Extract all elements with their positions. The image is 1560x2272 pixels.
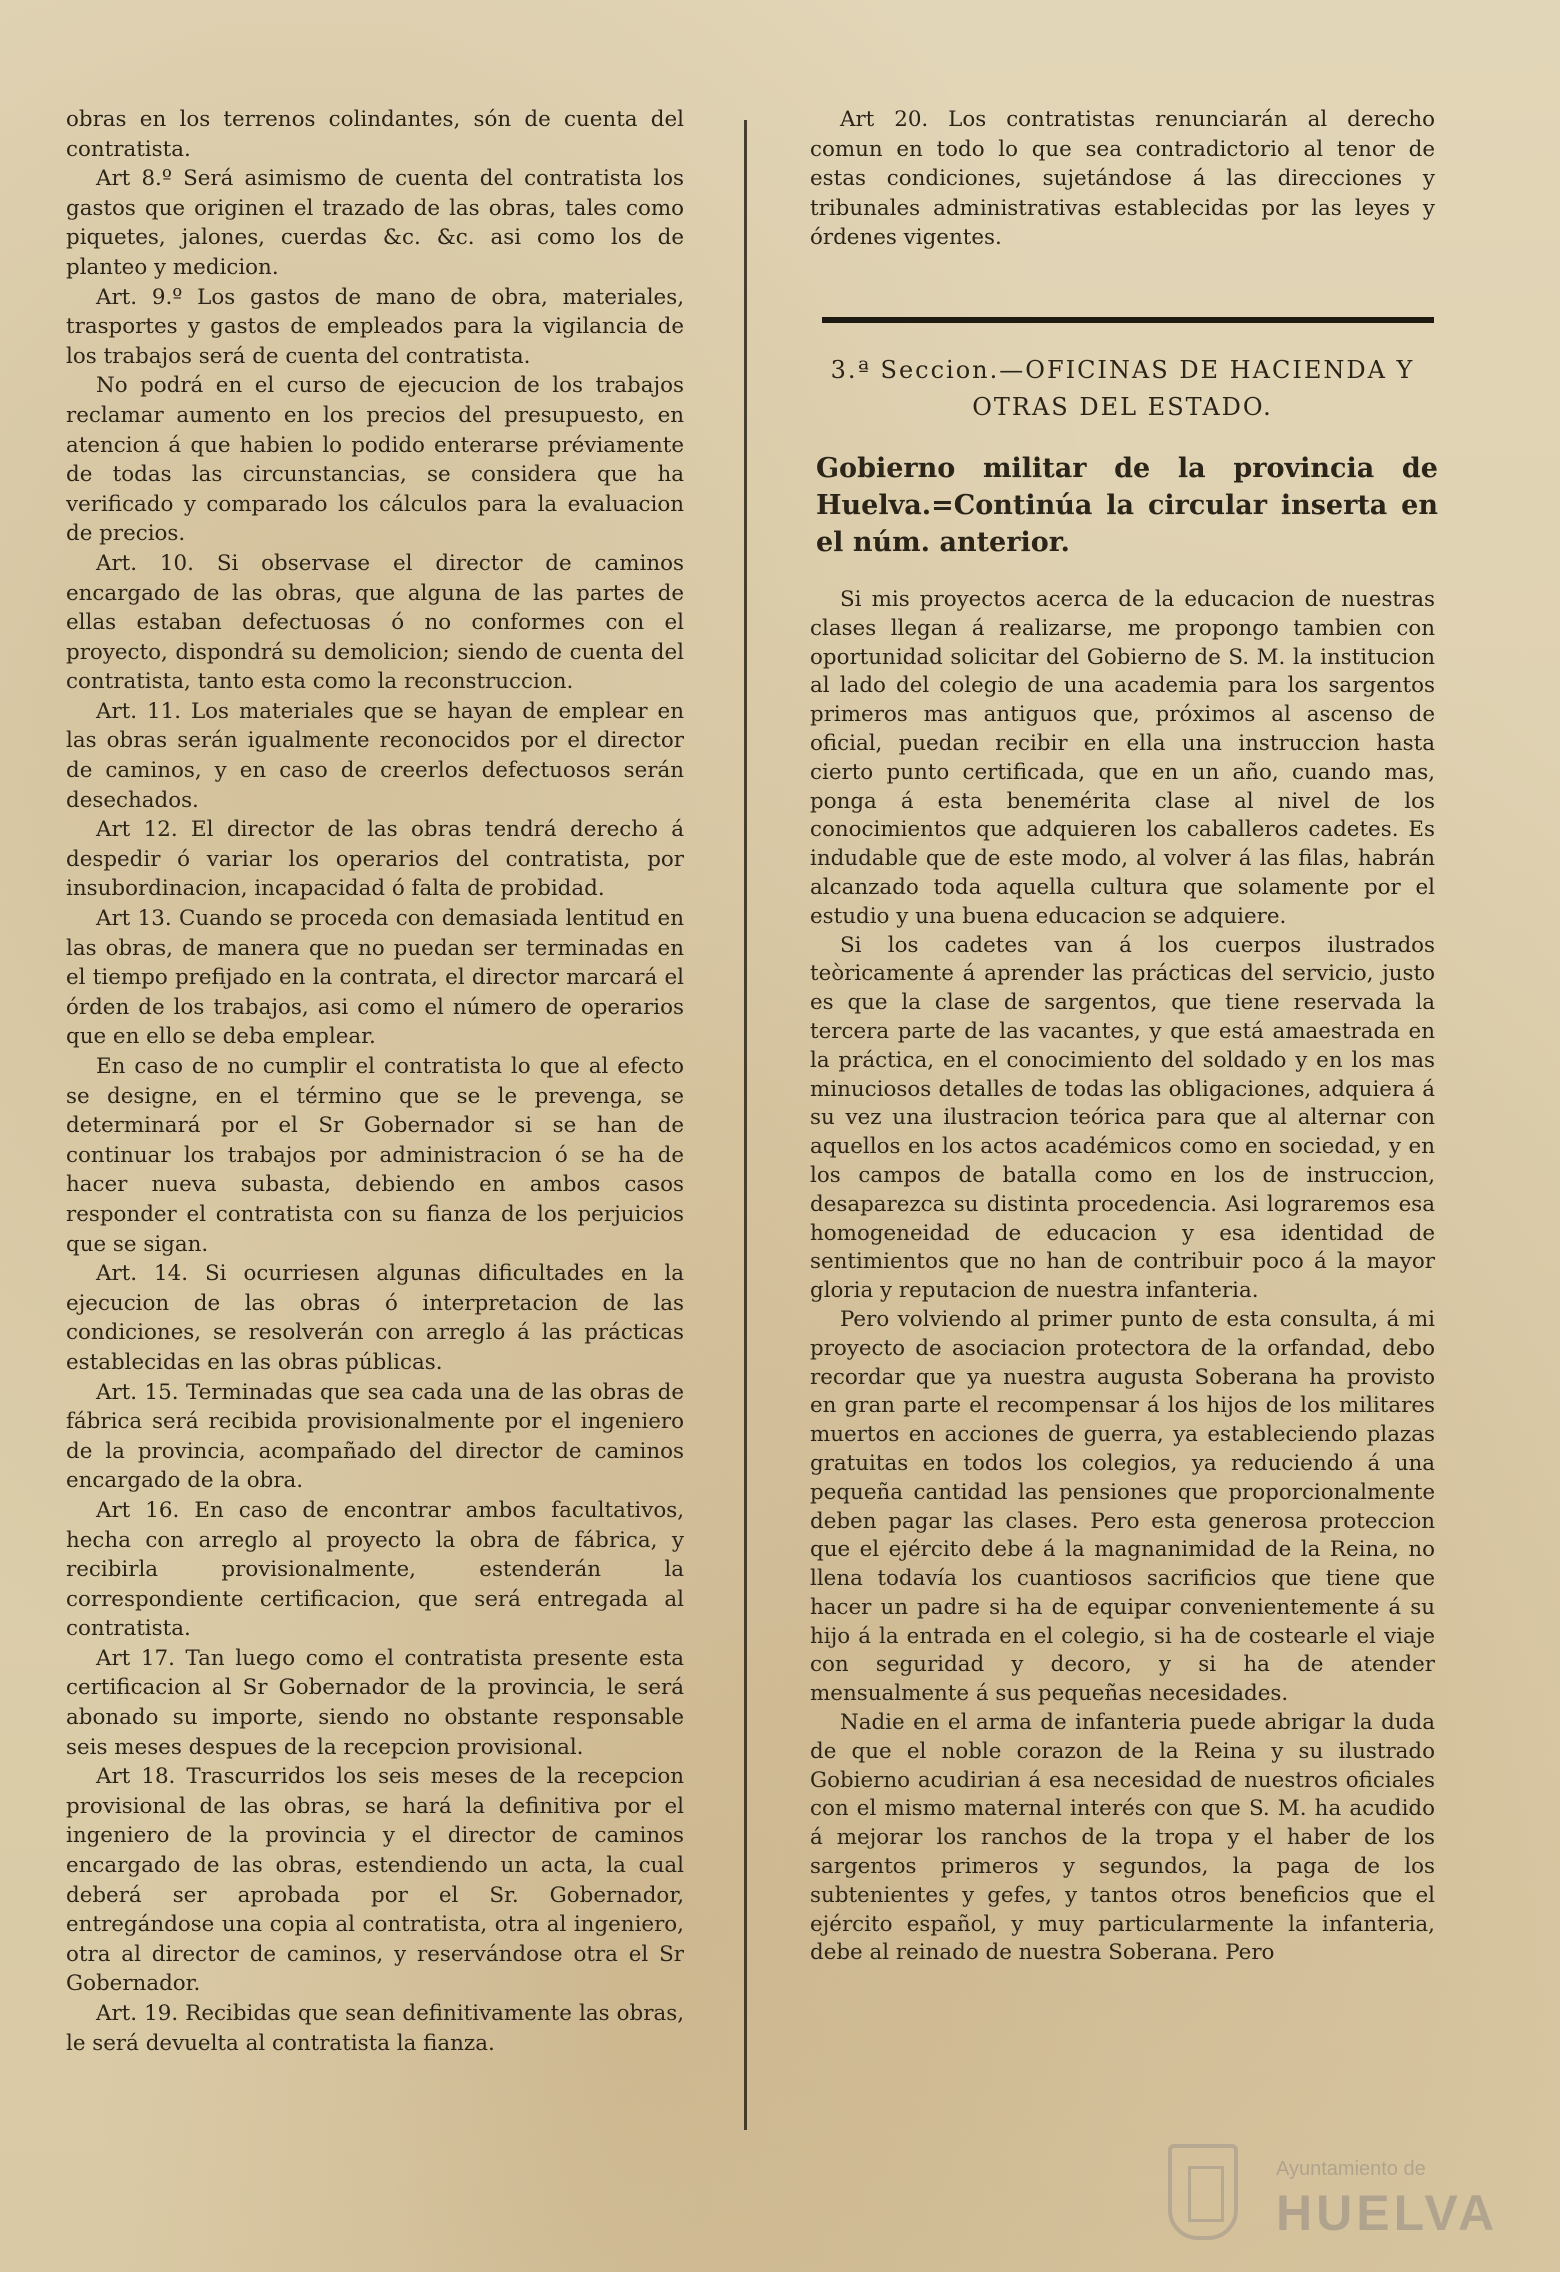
watermark-line1: Ayuntamiento de bbox=[1276, 2158, 1426, 2180]
paragraph-subasta: En caso de no cumplir el contratista lo que al efecto se designe, en el término que se le prevenga, se determinará por el Sr Gobernador si se han de continuar los trabajos por administracion ó se ha de hacer nueva subasta, debiendo en ambos casos responder el contratista con su fianza de los perjuicios que se sigan. bbox=[66, 1054, 684, 1257]
article-20: Art 20. Los contratistas renunciarán al derecho comun en todo lo que sea contradictorio al tenor de estas condiciones, sujetándose á las direcciones y tribunales administrativas establecidas por las leyes y órdenes vigentes. bbox=[810, 107, 1435, 251]
circular-paragraph-2: Si los cadetes van á los cuerpos ilustrados teòricamente á aprender las prácticas del servicio, justo es que la clase de sargentos, que tiene reservada la tercera parte de las vacantes, y que está amaestrada en la práctica, en el conocimiento del soldado y en los mas minuciosos detalles de todas las obligaciones, adquiera á su vez una ilustracion teórica para que al alternar con aquellos en los actos académicos como en sociedad, y en los campos de batalla como en los de instruccion, desaparezca su distinta procedencia. Asi lograremos esa homogeneidad de educacion y esa identidad de sentimientos que no han de contribuir poco á la mayor gloria y reputacion de nuestra infanteria. bbox=[810, 932, 1435, 1304]
article-19: Art. 19. Recibidas que sean definitivamente las obras, le será devuelta al contratista la fianza. bbox=[66, 2001, 684, 2056]
column-divider bbox=[744, 120, 747, 2130]
article-13: Art 13. Cuando se proceda con demasiada lentitud en las obras, de manera que no puedan ser terminadas en el tiempo prefijado en la contrata, el director marcará el órden de los trabajos, asi como el número de operarios que en ello se deba emplear. bbox=[66, 906, 684, 1050]
article-18: Art 18. Trascurridos los seis meses de la recepcion provisional de las obras, se hará la definitiva por el ingeniero de la provincia y el director de caminos encargado de las obras, estendiendo un acta, la cual deberá ser aprobada por el Sr. Gobernador, entregándose una copia al contratista, otra al ingeniero, otra al director de caminos, y reservándose otra el Sr Gobernador. bbox=[66, 1764, 684, 1997]
circular-paragraph-4: Nadie en el arma de infanteria puede abrigar la duda de que el noble corazon de la Reina y su ilustrado Gobierno acudirian á esa necesidad de nuestros oficiales con el mismo maternal interés con que S. M. ha acudido á mejorar los ranchos de la tropa y el haber de los sargentos primeros y segundos, la paga de los subtenientes y gefes, y tantos otros beneficios que el ejército español, y muy particularmente la infanteria, debe al reinado de nuestra Soberana. Pero bbox=[810, 1710, 1435, 1966]
article-17: Art 17. Tan luego como el contratista presente esta certificacion al Sr Gobernador de la provincia, le será abonado su importe, siendo no obstante responsable seis meses despues de la recepcion provisional. bbox=[66, 1645, 684, 1760]
article-12: Art 12. El director de las obras tendrá derecho á despedir ó variar los operarios del contratista, por insubordinacion, incapacidad ó falta de probidad. bbox=[66, 817, 684, 902]
section-heading-line2: OTRAS DEL ESTADO. bbox=[972, 393, 1273, 421]
circular-paragraph-3: Pero volviendo al primer punto de esta consulta, á mi proyecto de asociacion protectora de la orfandad, debo recordar que ya nuestra augusta Soberana ha provisto en gran parte el recompensar á los hijos de los militares muertos en acciones de guerra, ya estableciendo plazas gratuitas en todos los colegios, ya reduciendo á una pequeña cantidad las pensiones que proporcionalmente deben pagar las clases. Pero esta generosa proteccion que el ejército debe á la magnanimidad de la Reina, no llena todavía los cuantiosos sacrificios que tiene que hacer un padre si ha de equipar convenientemente á su hijo á la entrada en el colegio, si ha de costearle el viaje con seguridad y decoro, y si ha de atender mensualmente á sus pequeñas necesidades. bbox=[810, 1306, 1435, 1707]
circular-paragraph-1: Si mis proyectos acerca de la educacion de nuestras clases llegan á realizarse, me propongo tambien con oportunidad solicitar del Gobierno de S. M. la institucion al lado del colegio de una academia para los sargentos primeros mas antiguos que, próximos al ascenso de oficial, puedan recibir en ella una instruccion hasta cierto punto certificada, que en un año, cuando mas, ponga á esta benemérita clase al nivel de los conocimientos que adquieren los caballeros cadetes. Es indudable que de este modo, al volver á las filas, habrán alcanzado toda aquella cultura que solamente por el estudio y una buena educacion se adquiere. bbox=[810, 587, 1435, 929]
article-14: Art. 14. Si ocurriesen algunas dificultades en la ejecucion de las obras ó interpretacion de las condiciones, se resolverán con arreglo á las prácticas establecidas en las obras públicas. bbox=[66, 1261, 684, 1375]
right-column-top bbox=[810, 105, 1435, 253]
circular-body bbox=[810, 586, 1435, 1968]
section-heading bbox=[810, 352, 1435, 426]
article-11: Art. 11. Los materiales que se hayan de emplear en las obras serán igualmente reconocidos por el director de caminos, y en caso de creerlos defectuosos serán desechados. bbox=[66, 698, 684, 813]
section-heading-line1: 3.ª Seccion.—OFICINAS DE HACIENDA Y bbox=[830, 356, 1415, 384]
gobierno-militar-heading: Gobierno militar de la provincia de Huelva.=Continúa la circular inserta en el núm. anterior. bbox=[816, 453, 1438, 558]
watermark-line2: HUELVA bbox=[1276, 2185, 1499, 2241]
left-column bbox=[66, 105, 684, 2058]
article-8: Art 8.º Será asimismo de cuenta del contratista los gastos que originen el trazado de las obras, tales como piquetes, jalones, cuerdas &c. &c. asi como los de planteo y medicion. bbox=[66, 166, 684, 280]
archive-watermark bbox=[1168, 2144, 1498, 2244]
coat-of-arms-icon bbox=[1168, 2144, 1238, 2240]
article-15: Art. 15. Terminadas que sea cada una de las obras de fábrica será recibida provisionalmente por el ingeniero de la provincia, acompañado del director de caminos encargado de la obra. bbox=[66, 1379, 684, 1494]
paragraph-precios: No podrá en el curso de ejecucion de los trabajos reclamar aumento en los precios del presupuesto, en atencion á que habien lo podido enterarse préviamente de todas las circunstancias, se considera que ha verificado y comparado los cálculos para la evaluacion de precios. bbox=[66, 373, 684, 547]
article-16: Art 16. En caso de encontrar ambos facultativos, hecha con arreglo al proyecto la obra de fábrica, y recibirla provisionalmente, estenderán la correspondiente certificacion, que será entregada al contratista. bbox=[66, 1497, 684, 1642]
article-10: Art. 10. Si observase el director de caminos encargado de las obras, que alguna de las partes de ellas estaban defectuosas ó no conformes con el proyecto, dispondrá su demolicion; siendo de cuenta del contratista, tanto esta como la reconstruccion. bbox=[66, 550, 684, 695]
section-rule bbox=[822, 317, 1434, 323]
article-9: Art. 9.º Los gastos de mano de obra, materiales, trasportes y gastos de empleados para la vigilancia de los trabajos será de cuenta del contratista. bbox=[66, 284, 684, 369]
paragraph-obras-terrenos: obras en los terrenos colindantes, són de cuenta del contratista. bbox=[66, 107, 684, 162]
